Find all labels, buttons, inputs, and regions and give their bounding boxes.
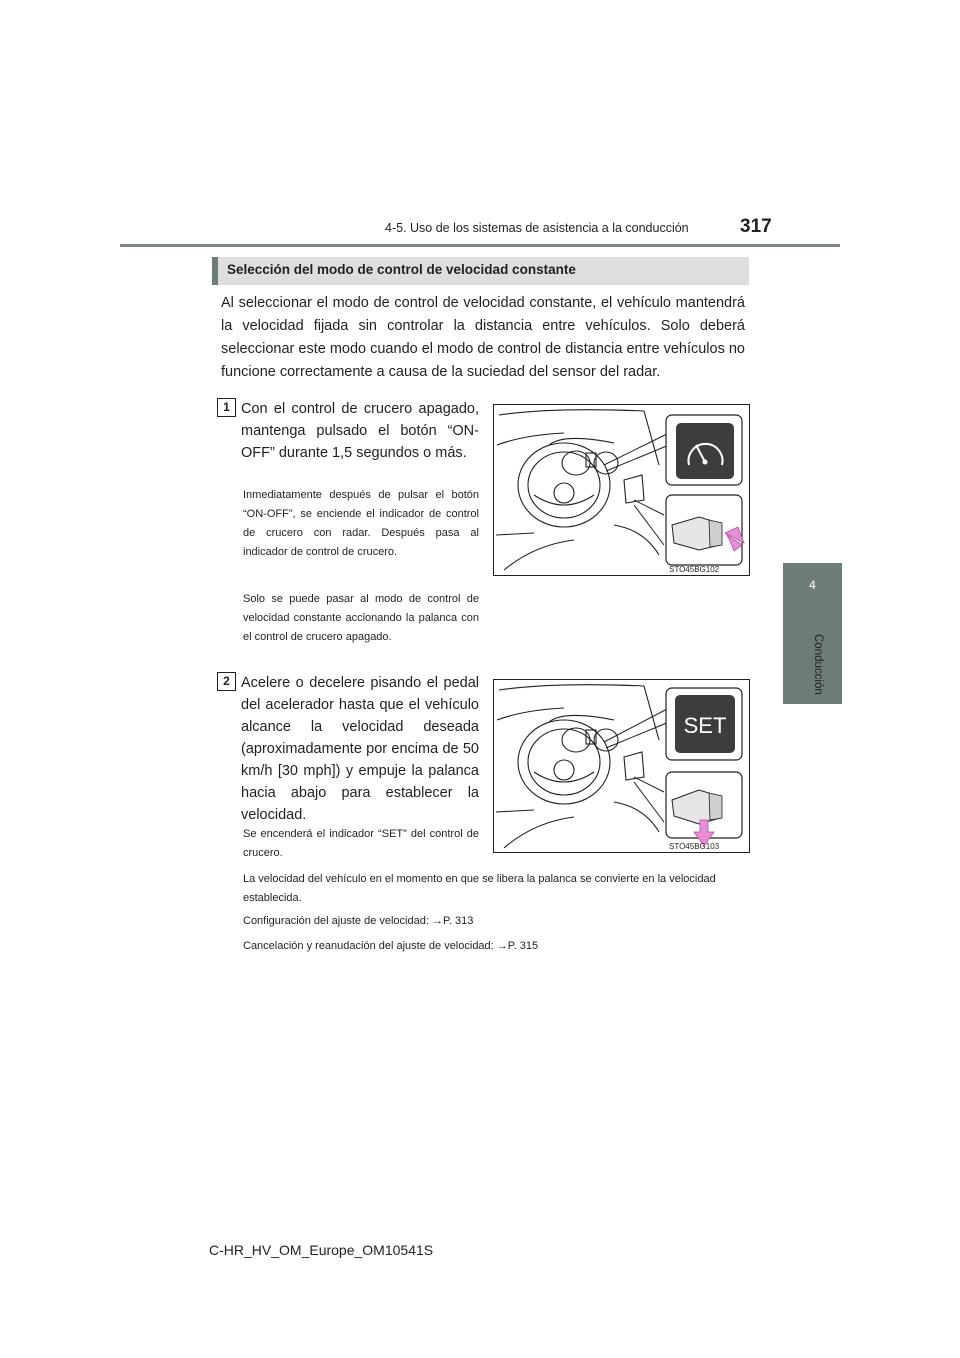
step-1-note-1: Inmediatamente después de pulsar el botón “ON-OFF”, se enciende el indicador de control de crucero con radar. Después pasa al indicador de control de crucero.: [243, 489, 479, 558]
closing-note-1: La velocidad del vehículo en el momento en que se libera la palanca se convierte en la velocidad establecida.: [243, 873, 716, 904]
chapter-label: Conducción: [812, 634, 824, 695]
figure-code-2: STO45BG103: [669, 842, 720, 851]
step-1-text: Con el control de crucero apagado, mantenga pulsado el botón “ON-OFF” durante 1,5 segundos o más.: [241, 401, 479, 461]
closing-note-speed-setting: Configuración del ajuste de velocidad: →P. 313: [243, 915, 474, 927]
footer-doc-id: C-HR_HV_OM_Europe_OM10541S: [209, 1242, 434, 1258]
figure-steering-set: [493, 679, 750, 853]
section-title: Selección del modo de control de velocidad constante: [227, 262, 576, 277]
closing-note-cancel-resume: Cancelación y reanudación del ajuste de velocidad: →P. 315: [243, 940, 539, 952]
section-intro: Al seleccionar el modo de control de velocidad constante, el vehículo mantendrá la velocidad fijada sin controlar la distancia entre vehículos. Solo deberá seleccionar este modo cuando el modo de control de distancia entre vehículos no funcione correctamente a causa de la suciedad del sensor del radar.: [221, 295, 745, 380]
steering-wheel-illustration-2: [494, 680, 750, 853]
header-divider: [120, 244, 840, 247]
steering-wheel-illustration-1: [494, 405, 750, 576]
chapter-number: 4: [809, 578, 816, 592]
step-2-note-1: Se encenderá el indicador “SET” del control de crucero.: [243, 828, 479, 859]
section-heading-bar: [212, 257, 749, 285]
figure-code-1: STO45BG102: [669, 565, 720, 574]
step-2-text: Acelere o decelere pisando el pedal del acelerador hasta que el vehículo alcance la velocidad deseada (aproximadamente por encima de 50 km/h [30 mph]) y empuje la palanca hacia abajo para establecer la velocidad.: [241, 675, 479, 823]
page-number: 317: [740, 216, 772, 237]
step-number-1: 1: [217, 398, 236, 417]
step-1-note-2: Solo se puede pasar al modo de control de velocidad constante accionando la palanca con el control de crucero apagado.: [243, 593, 479, 643]
step-number-2: 2: [217, 672, 236, 691]
header-section-title: 4-5. Uso de los sistemas de asistencia a la conducción: [385, 221, 689, 235]
figure-steering-on-off: [493, 404, 750, 576]
set-indicator-label: SET: [683, 713, 727, 738]
